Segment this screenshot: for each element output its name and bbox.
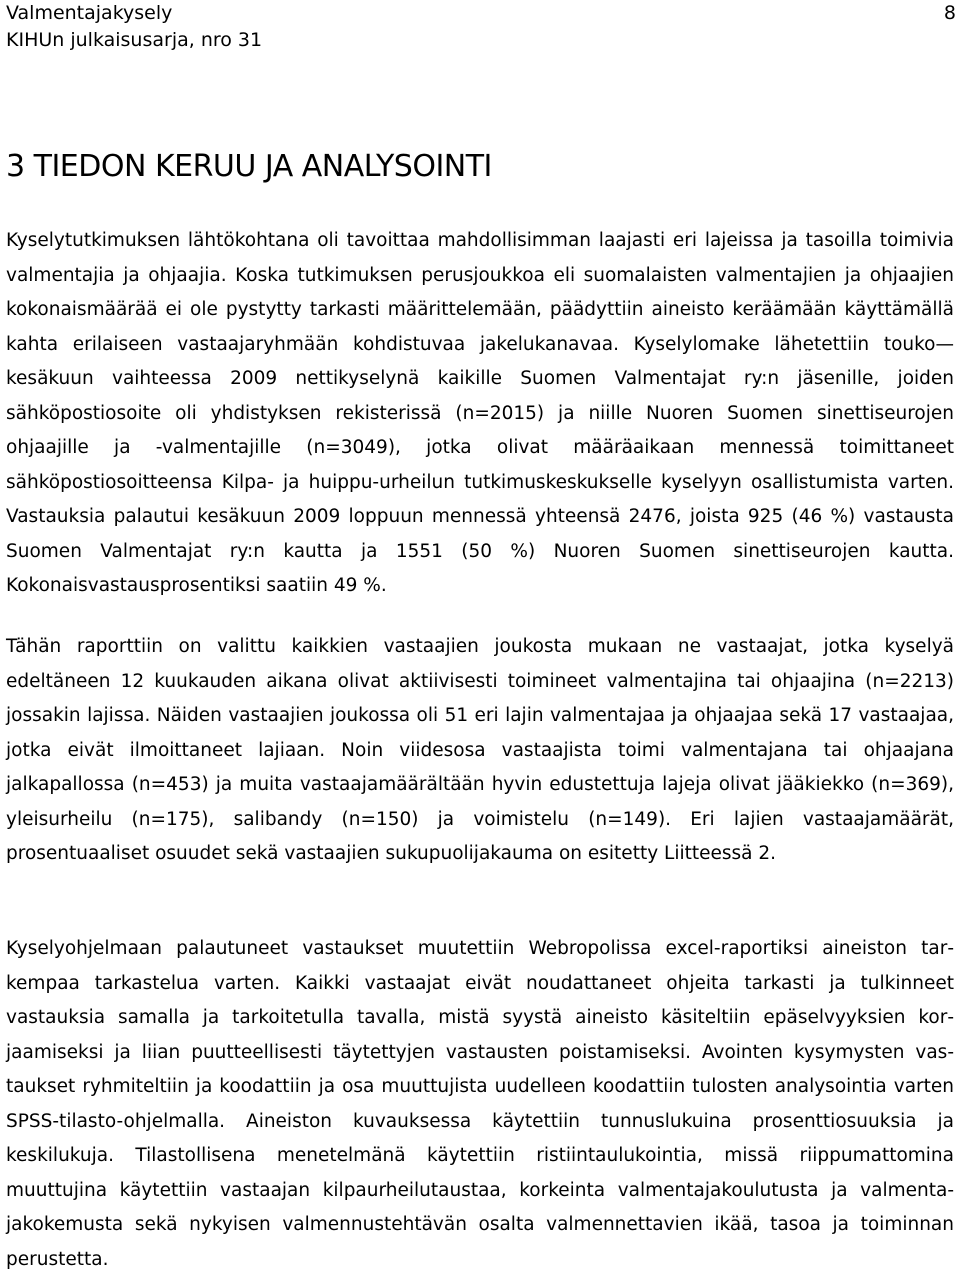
running-header (6, 0, 956, 58)
publication-series: KIHUn julkaisusarja, nro 31 (6, 29, 263, 51)
paragraph-analysis-methods: Kyselyohjelmaan palautuneet vastaukset muutettiin Webropolissa excel-raportiksi aineiston tarkempaa tarkastelua varten. Kaikki vastaajat eivät noudattaneet ohjeita tarkasti ja tulkinneet vastauksia samalla ja tarkoitetulla tavalla, mistä syystä aineisto käsiteltiin epäselvyyksien korjaamiseksi ja liian puutteellisesti täytettyjen vastausten poistamiseksi. Avointen kysymysten vastaukset ryhmiteltiin ja koodattiin ja osa muuttujista uudelleen koodattiin tulosten analysointia varten SPSS-tilasto-ohjelmalla. Aineiston kuvauksessa käytettiin tunnuslukuina prosenttiosuuksia ja keskilukuja. Tilastollisena menetelmänä käytettiin ristiintaulukointia, missä riippumattomina muuttujina käytettiin vastaajan kilpaurheilutaustaa, korkeinta valmentajakoulutusta ja valmentajakokemusta sekä nykyisen valmennustehtävän osalta valmennettavien ikää, tasoa ja toiminnan perustetta. (6, 938, 954, 1270)
paragraph-data-collection: Kyselytutkimuksen lähtökohtana oli tavoittaa mahdollisimman laajasti eri lajeissa ja tasoilla toimivia valmentajia ja ohjaajia. Koska tutkimuksen perusjoukkoa eli suomalaisten valmentajien ja ohjaajien kokonaismäärää ei ole pystytty tarkasti määrittelemään, päädyttiin aineisto keräämään käyttämällä kahta erilaiseen vastaajaryhmään kohdistuvaa jakelukanavaa. Kyselylomake lähetettiin touko—kesäkuun vaihteessa 2009 nettikyselynä kaikille Suomen Valmentajat ry:n jäsenille, joiden sähköpostiosoite oli yhdistyksen rekisterissä (n=2015) ja niille Nuoren Suomen sinettiseurojen ohjaajille ja -valmentajille (n=3049), jotka olivat määräaikaan mennessä toimittaneet sähköpostiosoitteensa Kilpa- ja huippu-urheilun tutkimuskeskukselle kyselyyn osallistumista varten. Vastauksia palautui kesäkuun 2009 loppuun mennessä yhteensä 2476, joista 925 (46 %) vastausta Suomen Valmentajat ry:n kautta ja 1551 (50 %) Nuoren Suomen sinettiseurojen kautta. Kokonaisvastausprosentiksi saatiin 49 %. (6, 230, 954, 596)
section-heading: 3 TIEDON KERUU JA ANALYSOINTI (6, 149, 492, 184)
document-title: Valmentajakysely (6, 2, 173, 24)
page-number: 8 (943, 2, 956, 24)
header-left (6, 0, 262, 54)
paragraph-respondent-selection: Tähän raporttiin on valittu kaikkien vastaajien joukosta mukaan ne vastaajat, jotka kyselyä edeltäneen 12 kuukauden aikana olivat aktiivisesti toimineet valmentajina tai ohjaajina (n=2213) jossakin lajissa. Näiden vastaajien joukossa oli 51 eri lajin valmentajaa ja ohjaajaa sekä 17 vastaajaa, jotka eivät ilmoittaneet lajiaan. Noin viidesosa vastaajista toimi valmentajana tai ohjaajana jalkapallossa (n=453) ja muita vastaajamäärältään hyvin edustettuja lajeja olivat jääkiekko (n=369), yleisurheilu (n=175), salibandy (n=150) ja voimistelu (n=149). Eri lajien vastaajamäärät, prosentuaaliset osuudet sekä vastaajien sukupuolijakauma on esitetty Liitteessä 2. (6, 636, 954, 864)
